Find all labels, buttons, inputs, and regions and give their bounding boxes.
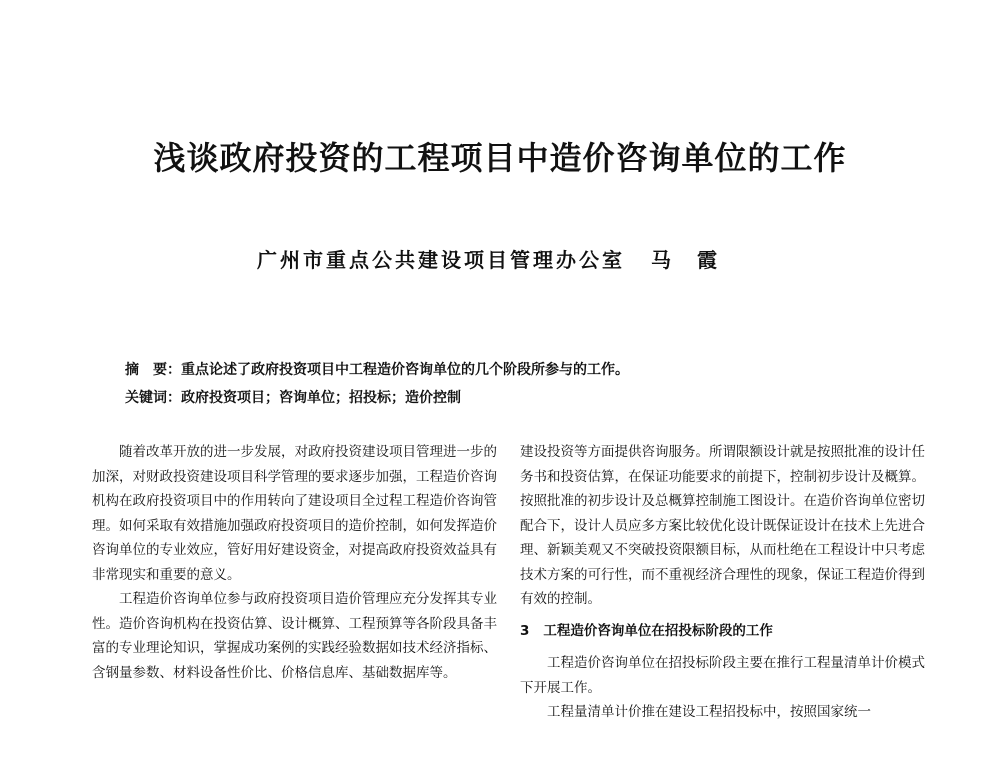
body-paragraph: 建设投资等方面提供咨询服务。所谓限额设计就是按照批准的设计任务书和投资估算，在保证功能要求的前提下，控制初步设计及概算。按照批准的初步设计及总概算控制施工图设计。在造价咨询单位密切配合下，设计人员应多方案比较优化设计既保证设计在技术上先进合理、新颖美观又不突破投资限额目标，从而杜绝在工程设计中只考虑技术方案的可行性，而不重视经济合理性的现象，保证工程造价得到有效的控制。 (520, 444, 925, 607)
section-number: 3 (520, 622, 530, 639)
body-paragraph: 工程量清单计价推在建设工程招投标中，按照国家统一 (547, 704, 871, 720)
author-name: 马霞 (651, 248, 743, 272)
body-paragraph: 随着改革开放的进一步发展，对政府投资建设项目管理进一步的加深，对财政投资建设项目科学管理的要求逐步加强，工程造价咨询机构在政府投资项目中的作用转向了建设项目全过程工程造价咨询管理。如何采取有效措施加强政府投资项目的造价控制，如何发挥造价咨询单位的专业效应，管好用好建设资金，对提高政府投资效益具有非常现实和重要的意义。 (92, 444, 497, 583)
keywords (125, 387, 461, 407)
abstract-text: ：重点论述了政府投资项目中工程造价咨询单位的几个阶段所参与的工作。 (167, 362, 629, 378)
abstract-label: 摘 要 (125, 362, 167, 378)
keywords-text: ：政府投资项目；咨询单位；招投标；造价控制 (167, 390, 461, 406)
author-line (0, 244, 1000, 273)
body-paragraph: 工程造价咨询单位参与政府投资项目造价管理应充分发挥其专业性。造价咨询机构在投资估算、设计概算、工程预算等各阶段具备丰富的专业理论知识，掌握成功案例的实践经验数据如技术经济指标、含钢量参数、材料设备性价比、价格信息库、基础数据库等。 (92, 591, 497, 681)
keywords-label: 关键词 (125, 390, 167, 406)
left-column (92, 440, 497, 685)
right-column (520, 440, 925, 725)
paper-title: 浅谈政府投资的工程项目中造价咨询单位的工作 (153, 139, 847, 177)
section-heading-text: 工程造价咨询单位在招投标阶段的工作 (543, 622, 773, 639)
abstract (125, 359, 629, 379)
body-paragraph: 工程造价咨询单位在招投标阶段主要在推行工程量清单计价模式下开展工作。 (520, 655, 925, 696)
section-heading (520, 619, 925, 644)
author-affiliation: 广州市重点公共建设项目管理办公室 (257, 248, 625, 272)
